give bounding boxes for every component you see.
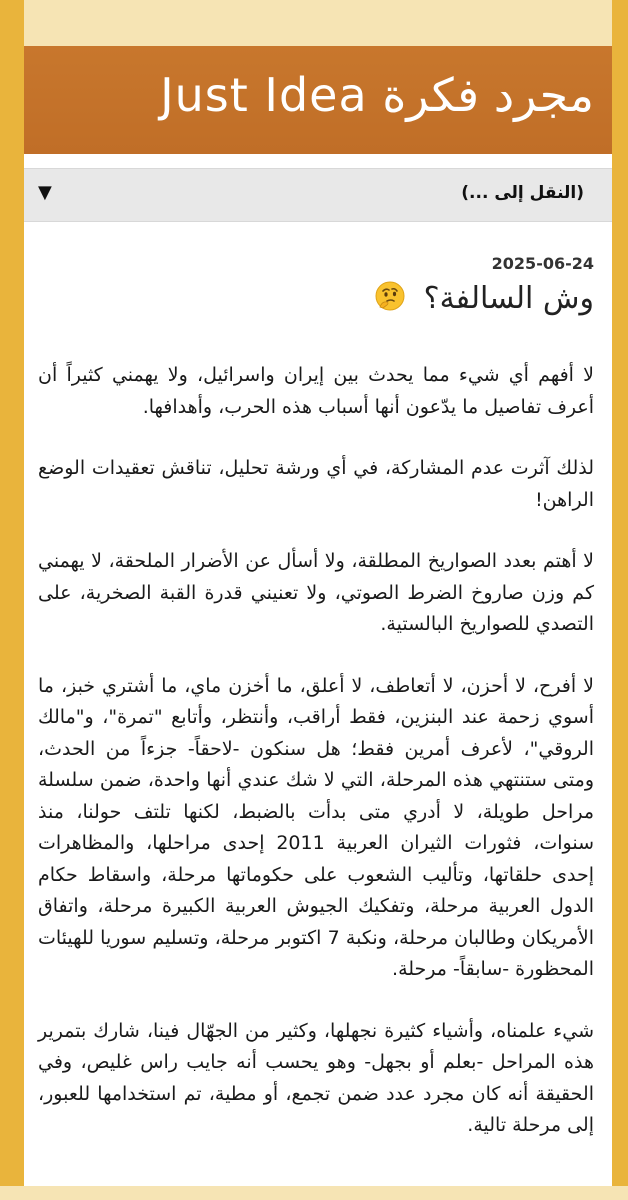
paragraph: شيء علمناه، وأشياء كثيرة نجهلها، وكثير من الجهّال فينا، شارك بتمرير هذه المراحل -بعلم أو بجهل- وهو يحسب أنه جايب راس غليص، وفي الحقيقة أنه كان مجرد عدد ضمن تجمع، أو مطية، تم استخدامها للعبور، إلى مرحلة تالية. <box>38 1019 594 1136</box>
post-title-text: وش السالفة؟ <box>423 281 594 316</box>
paragraph: لا أفرح، لا أحزن، لا أتعاطف، لا أعلق، ما أخزن ماي، ما أشتري خبز، ما أسوي زحمة عند البنزين، فقط أراقب، وأنتظر، وأتابع "تمرة"، و"مالك الروقي"، لأعرف أمرين فقط؛ هل سنكون -لاحقاً- جزءاً من الحدث، ومتى ستنتهي هذه المرحلة، التي لا شك عندي أنها واحدة، ضمن سلسلة مراحل طويلة، لا أدري متى بدأت بالضبط، لكنها تلتف حولنا، منذ سنوات، فثورات الثيران العربية 2011 إحدى مراحلها، والمظاهرات إحدى حلقاتها، وتأليب الشعوب على حكوماتها مرحلة، واسقاط حكام الدول العربية مرحلة، وتفكيك الجيوش العربية الكبيرة مرحلة، واتفاق الأمريكان وطالبان مرحلة، ونكبة 7 اكتوبر مرحلة، وتسليم سوريا للهيئات المحظورة -سابقاً- مرحلة. <box>38 674 595 980</box>
content-card <box>24 154 612 1200</box>
top-strip <box>24 0 612 46</box>
blog-title[interactable]: مجرد فكرة Just Idea <box>160 68 594 122</box>
post-date: 2025-06-24 <box>491 254 594 273</box>
blog-header <box>24 46 612 155</box>
paragraph: لا أفهم أي شيء مما يحدث بين إيران واسرائيل، ولا يهمني كثيراً أن أعرف تفاصيل ما يدّعون أنها أسباب هذه الحرب، وأهدافها. <box>38 364 594 418</box>
bottom-strip <box>0 1186 628 1200</box>
thinking-face-icon <box>374 280 406 312</box>
paragraph: لذلك آثرت عدم المشاركة، في أي ورشة تحليل، تناقش تعقيدات الوضع الراهن! <box>38 457 594 511</box>
post-title[interactable] <box>374 280 594 316</box>
post-body <box>38 360 594 1172</box>
paragraph: لا أهتم بعدد الصواريخ المطلقة، ولا أسأل عن الأضرار الملحقة، لا يهمني كم وزن صاروخ الضرط الصوتي، ولا تعنيني قدرة القبة الصخرية، على التصدي للصواريخ البالستية. <box>38 550 594 635</box>
navigation-label: (النقل إلى ...) <box>461 183 584 203</box>
navigation-dropdown[interactable] <box>24 168 612 222</box>
caret-down-icon[interactable]: ▼ <box>38 182 52 203</box>
